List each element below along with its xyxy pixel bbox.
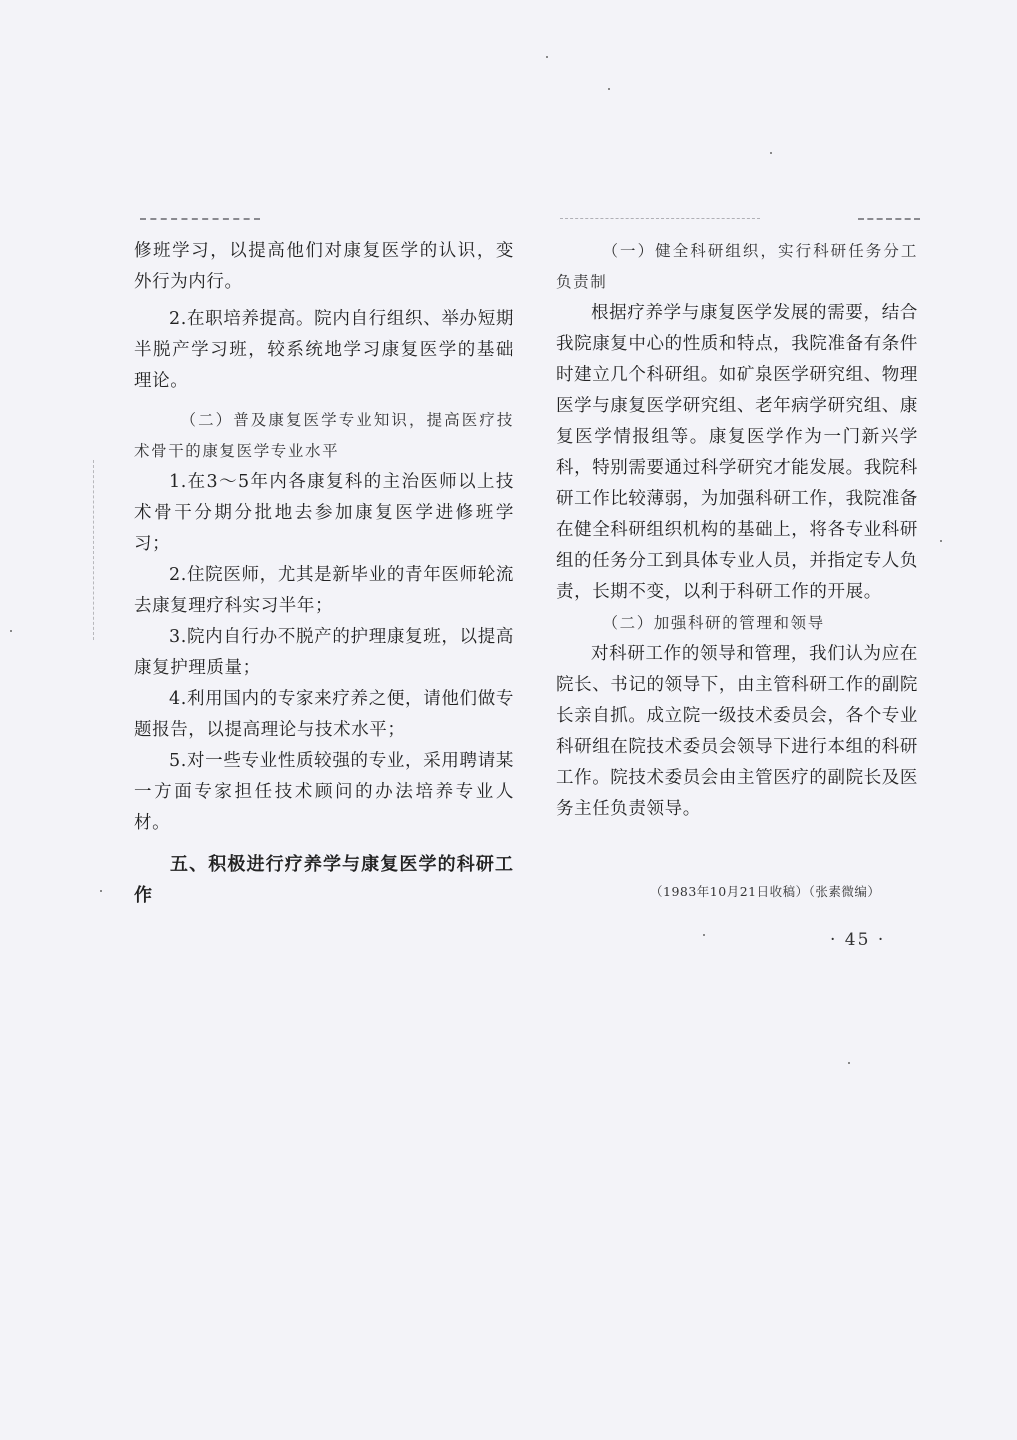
page-number: · 45 · <box>830 930 886 950</box>
header-rule-right <box>858 218 920 220</box>
subheading-popularize-knowledge: （二）普及康复医学专业知识，提高医疗技术骨干的康复医学专业水平 <box>134 411 514 460</box>
scan-speck <box>848 1062 850 1064</box>
section-heading-5: 五、积极进行疗养学与康复医学的科研工作 <box>134 854 514 906</box>
scan-margin-mark <box>93 460 94 640</box>
scan-speck <box>703 934 705 936</box>
list-item-2: 2.住院医师，尤其是新毕业的青年医师轮流去康复理疗科实习半年； <box>134 565 514 616</box>
header-rule-left <box>140 218 260 220</box>
right-column <box>556 236 918 825</box>
list-item-4: 4.利用国内的专家来疗养之便，请他们做专题报告，以提高理论与技术水平； <box>134 689 514 740</box>
subheading-research-management: （二）加强科研的管理和领导 <box>602 614 825 632</box>
left-column <box>134 236 514 911</box>
list-item-1: 1.在3～5年内各康复科的主治医师以上技术骨干分期分批地去参加康复医学进修班学习； <box>134 472 514 554</box>
received-date-note: （1983年10月21日收稿）（张素微编） <box>650 884 881 899</box>
scan-speck <box>10 630 12 632</box>
list-item-5: 5.对一些专业性质较强的专业，采用聘请某一方面专家担任技术顾问的办法培养专业人材。 <box>134 751 514 833</box>
scan-speck <box>546 56 548 58</box>
scan-speck <box>100 890 102 892</box>
subheading-research-organization: （一）健全科研组织，实行科研任务分工负责制 <box>556 242 918 291</box>
header-rule-mid <box>560 218 760 219</box>
paragraph-inservice-training: 2.在职培养提高。院内自行组织、举办短期半脱产学习班，较系统地学习康复医学的基础理论。 <box>134 309 514 391</box>
scan-speck <box>940 540 942 542</box>
paragraph-continuation: 修班学习，以提高他们对康复医学的认识，变外行为内行。 <box>134 241 514 292</box>
scan-speck <box>770 152 772 154</box>
list-item-3: 3.院内自行办不脱产的护理康复班，以提高康复护理质量； <box>134 627 514 678</box>
scan-speck <box>608 88 610 90</box>
paragraph-research-groups: 根据疗养学与康复医学发展的需要，结合我院康复中心的性质和特点，我院准备有条件时建立几个科研组。如矿泉医学研究组、物理医学与康复医学研究组、老年病学研究组、康复医学情报组等。康复医学作为一门新兴学科，特别需要通过科学研究才能发展。我院科研工作比较薄弱，为加强科研工作，我院准备在健全科研组织机构的基础上，将各专业科研组的任务分工到具体专业人员，并指定专人负责，长期不变，以利于科研工作的开展。 <box>556 303 918 602</box>
paragraph-research-leadership: 对科研工作的领导和管理，我们认为应在院长、书记的领导下，由主管科研工作的副院长亲自抓。成立院一级技术委员会，各个专业科研组在院技术委员会领导下进行本组的科研工作。院技术委员会由主管医疗的副院长及医务主任负责领导。 <box>556 644 918 819</box>
